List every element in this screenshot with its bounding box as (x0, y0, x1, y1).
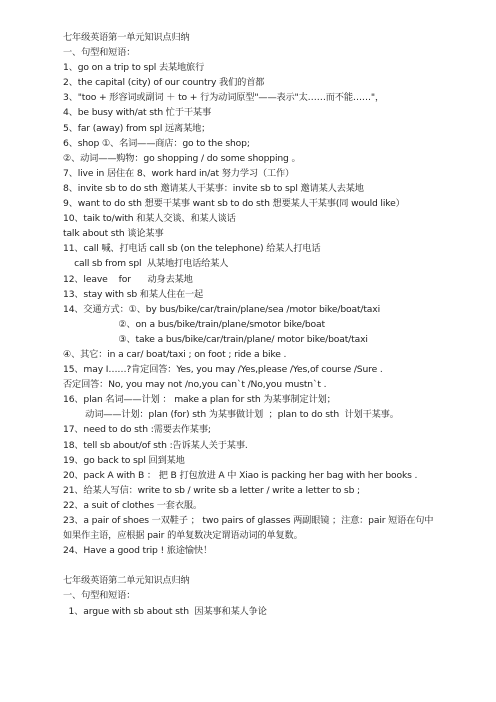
item-16-verb: 动词——计划：plan (for) sth 为某事做计划 ；plan to do sth 计划干某事。 (63, 409, 399, 421)
item-11: 11、call 喊、打电话 call sb (on the telephone) 给某人打电话 (63, 243, 321, 255)
item-14: 14、交通方式：①、by bus/bike/car/train/plane/sea /motor bike/boat/taxi (63, 303, 380, 315)
item-22: 22、a suit of clothes 一套衣服。 (63, 499, 202, 511)
item-20: 20、pack A with B ： 把 B 打包放进 A 中 Xiao is packing her bag with her books . (63, 469, 418, 481)
document-page (63, 30, 438, 619)
unit2-item-1: 1、argue with sb about sth 因某事和某人争论 (63, 605, 267, 617)
item-10: 10、taik to/with 和某人交谈、和某人谈话 (63, 213, 236, 225)
item-24: 24、Have a good trip ! 旅途愉快！ (63, 545, 212, 557)
item-1: 1、go on a trip to spl 去某地旅行 (63, 62, 205, 74)
item-19: 19、go back to spl 回到某地 (63, 454, 185, 466)
item-16: 16、plan 名词——计划 ： make a plan for sth 为某事制定计划； (63, 394, 336, 406)
item-9: 9、want to do sth 想要干某事 want sb to do sth 想要某人干某事(同 would like） (63, 198, 405, 210)
item-18: 18、tell sb about/of sth :告诉某人关于某事. (63, 439, 248, 451)
item-12: 12、leave for 动身去某地 (63, 273, 193, 285)
unit1-title: 七年级英语第一单元知识点归纳 (63, 32, 190, 43)
section-heading: 一、句型和短语： (63, 47, 136, 59)
item-14-other: ④、其它：in a car/ boat/taxi ; on foot ; ride a bike . (63, 348, 287, 360)
item-15-negative: 否定回答：No, you may not /no,you can`t /No,you mustn`t . (63, 379, 327, 391)
item-6-verb: ②、动词——购物：go shopping / do some shopping 。 (63, 152, 301, 164)
item-10-talk: talk about sth 谈论某事 (63, 228, 164, 240)
item-21: 21、给某人写信：write to sb / write sb a letter / write a letter to sb ; (63, 484, 360, 496)
item-23: 23、a pair of shoes 一双鞋子 ； two pairs of glasses 两副眼镜 ；注意：pair 短语在句中如果作主语，应根据 pair 的单复数决定谓语动词的单复数。 (63, 515, 434, 542)
item-8-invite: 8、invite sb to do sth 邀请某人干某事：invite sb to spl 邀请某人去某地 (63, 182, 364, 194)
item-4: 4、be busy with/at sth 忙于干某事 (63, 107, 211, 119)
item-13: 13、stay with sb 和某人住在一起 (63, 288, 204, 300)
unit2-title: 七年级英语第二单元知识点归纳 (63, 575, 190, 587)
item-3: 3、"too + 形容词或副词 ＋ to + 行为动词原型"——表示"太……而不能……"， (63, 92, 385, 104)
item-2: 2、the capital (city) of our country 我们的首都 (63, 77, 265, 89)
item-14-on: ②、on a bus/bike/train/plane/smotor bike/boat (63, 318, 325, 330)
item-5: 5、far (away) from spl 远离某地； (63, 122, 211, 134)
item-17: 17、need to do sth :需要去作某事; (63, 424, 211, 436)
item-15: 15、may I……?肯定回答：Yes, you may /Yes,please /Yes,of course /Sure . (63, 364, 383, 376)
item-6: 6、shop ①、名词——商店：go to the shop; (63, 137, 250, 149)
item-7-8: 7、live in 居住在 8、work hard in/at 努力学习（工作） (63, 167, 295, 179)
item-11-from: call sb from spl 从某地打电话给某人 (63, 258, 229, 270)
unit2-section-heading: 一、句型和短语： (63, 590, 136, 602)
item-14-take: ③、take a bus/bike/car/train/plane/ motor bike/boat/taxi (63, 333, 368, 345)
blank-line (63, 558, 438, 573)
